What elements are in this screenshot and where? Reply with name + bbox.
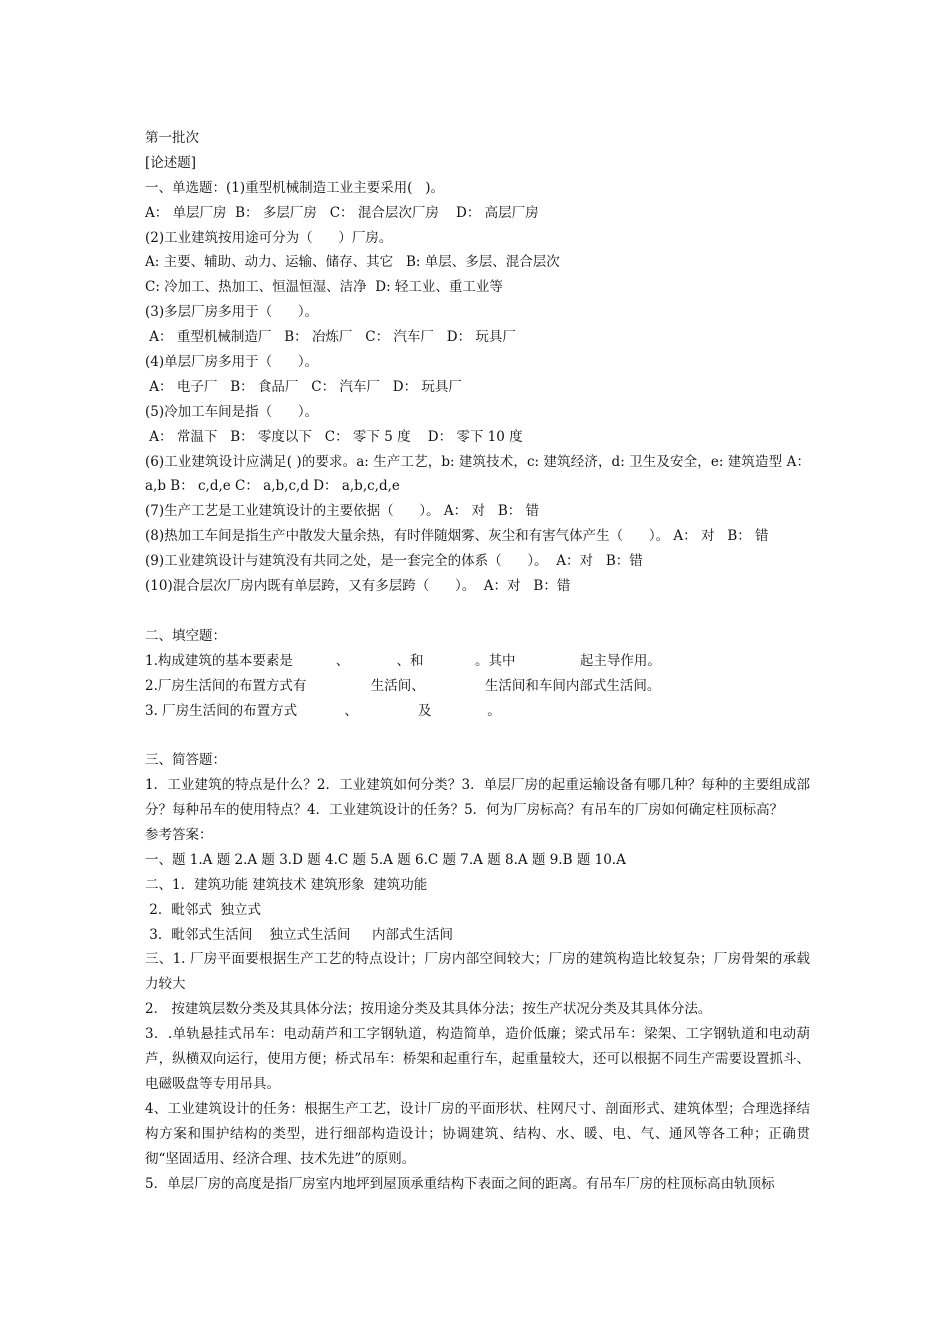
short-answer-heading: 三、简答题： [145,752,226,769]
single-choice-q5-options: A： 常温下 B： 零度以下 C： 零下 5 度 D： 零下 10 度 [145,428,523,445]
single-choice-q1-options: A： 单层厂房 B： 多层厂房 C： 混合层次厂房 D： 高层厂房 [145,204,539,221]
spacer [145,599,825,624]
question-type-label: [论述题] [145,154,197,171]
answers-short-4: 4、工业建筑设计的任务：根据生产工艺，设计厂房的平面形状、柱网尺寸、剖面形式、建筑体型；合理选择结构方案和围护结构的类型，进行细部构造设计；协调建筑、结构、水、暖、电、气、通风等各工种；正确贯彻“坚固适用、经济合理、技术先进”的原则。 [145,1100,810,1167]
answers-short-5: 5．单层厂房的高度是指厂房室内地坪到屋顶承重结构下表面之间的距离。有吊车厂房的柱顶标高由轨顶标 [145,1175,775,1192]
single-choice-q3: (3)多层厂房多用于（ ）。 [145,304,319,321]
answers-short-1: 三、1. 厂房平面要根据生产工艺的特点设计；厂房内部空间较大；厂房的建筑构造比较复杂；厂房骨架的承载力较大 [145,951,810,993]
single-choice-q5: (5)冷加工车间是指（ ）。 [145,403,319,420]
single-choice-q6: (6)工业建筑设计应满足( )的要求。a: 生产工艺，b: 建筑技术，c: 建筑经济，d: 卫生及安全，e: 建筑造型 A： a,b B： c,d,e C： a,b,c,d D： a,b,c,d,e [145,453,810,495]
single-choice-q1: 一、单选题：(1)重型机械制造工业主要采用( )。 [145,179,445,196]
spacer [145,723,825,748]
short-answer-questions: 1．工业建筑的特点是什么？2．工业建筑如何分类？3．单层厂房的起重运输设备有哪几种？每种的主要组成部分？每种吊车的使用特点？4．工业建筑设计的任务？5．何为厂房标高？有吊车的厂房如何确定柱顶标高？ [145,777,810,819]
answers-short-2: 2． 按建筑层数分类及其具体分法；按用途分类及其具体分法；按生产状况分类及其具体分法。 [145,1001,712,1018]
single-choice-q4: (4)单层厂房多用于（ ）。 [145,354,319,371]
fill-blank-q2: 2.厂房生活间的布置方式有 生活间、 生活间和车间内部式生活间。 [145,677,661,694]
single-choice-q4-options: A： 电子厂 B： 食品厂 C： 汽车厂 D： 玩具厂 [145,378,462,395]
answers-fill-blank-2: 2．毗邻式 独立式 [145,901,261,918]
fill-blank-heading: 二、填空题： [145,627,226,644]
answers-short-3: 3．.单轨悬挂式吊车：电动葫芦和工字钢轨道，构造简单，造价低廉；梁式吊车：梁架、工字钢轨道和电动葫芦，纵横双向运行，使用方便；桥式吊车：桥架和起重行车，起重量较大，还可以根据不同生产需要设置抓斗、电磁吸盘等专用吊具。 [145,1026,810,1092]
single-choice-q2-options-a: A: 主要、辅助、动力、运输、储存、其它 B: 单层、多层、混合层次 [145,254,560,271]
single-choice-q7: (7)生产工艺是工业建筑设计的主要依据（ ）。 A： 对 B： 错 [145,503,540,520]
document-body [145,126,825,1197]
single-choice-q9: (9)工业建筑设计与建筑没有共同之处，是一套完全的体系（ ）。 A：对 B：错 [145,553,643,570]
single-choice-q2-options-b: C: 冷加工、热加工、恒温恒湿、洁净 D: 轻工业、重工业等 [145,279,503,296]
answers-fill-blank-1: 二、1．建筑功能 建筑技术 建筑形象 建筑功能 [145,876,428,893]
fill-blank-q3: 3. 厂房生活间的布置方式 、 及 。 [145,702,501,719]
single-choice-q2: (2)工业建筑按用途可分为（ ）厂房。 [145,229,393,246]
answers-fill-blank-3: 3．毗邻式生活间 独立式生活间 内部式生活间 [145,926,454,943]
answers-heading: 参考答案： [145,827,213,843]
single-choice-q3-options: A： 重型机械制造厂 B： 冶炼厂 C： 汽车厂 D： 玩具厂 [145,329,516,346]
single-choice-q8: (8)热加工车间是指生产中散发大量余热，有时伴随烟雾、灰尘和有害气体产生（ ）。 A： 对 B： 错 [145,528,769,545]
answers-single-choice: 一、题 1.A 题 2.A 题 3.D 题 4.C 题 5.A 题 6.C 题 7.A 题 8.A 题 9.B 题 10.A [145,851,626,868]
single-choice-q10: (10)混合层次厂房内既有单层跨，又有多层跨（ ）。 A：对 B：错 [145,578,571,595]
fill-blank-q1: 1.构成建筑的基本要素是 、 、和 。其中 起主导作用。 [145,652,661,669]
batch-heading: 第一批次 [145,130,199,146]
